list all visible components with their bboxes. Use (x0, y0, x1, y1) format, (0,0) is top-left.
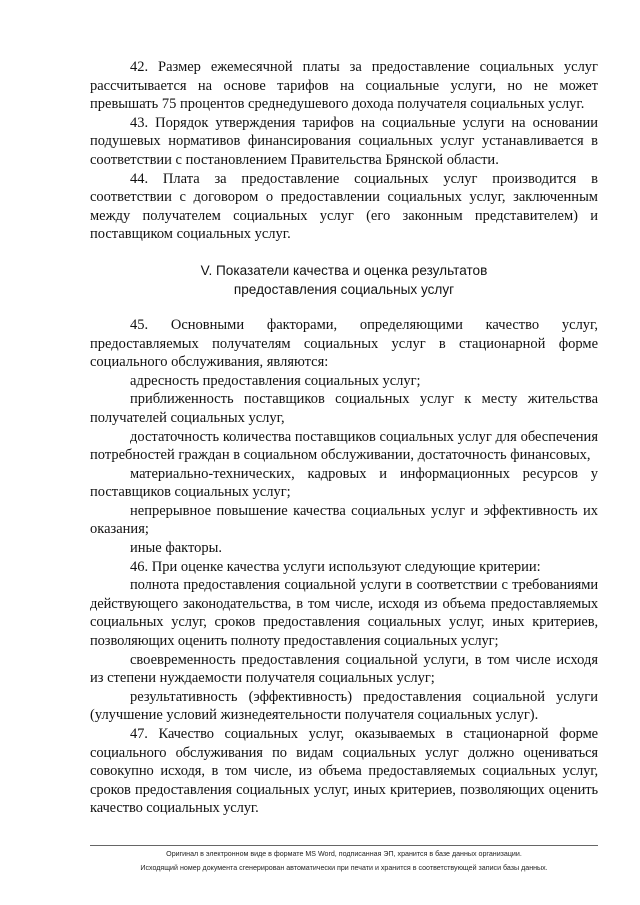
section-heading-line-1: V. Показатели качества и оценка результатов (200, 262, 488, 278)
paragraph-44: 44. Плата за предоставление социальных услуг производится в соответствии с договором о предоставлении социальных услуг, заключенным между получателем социальных услуг (его законным представителем) и поставщиком социальных услуг. (90, 170, 598, 243)
list-item-factor: материально-технических, кадровых и информационных ресурсов у поставщиков социальных услуг; (90, 465, 598, 501)
document-body (90, 58, 598, 818)
list-item-criterion: своевременность предоставления социальной услуги, в том числе исходя из степени нуждаемости получателя социальных услуг; (90, 651, 598, 687)
footer-line-1: Оригинал в электронном виде в формате MS Word, подписанная ЭП, хранится в базе данных организации. (166, 850, 522, 858)
list-item-factor: адресность предоставления социальных услуг; (130, 372, 421, 389)
list-item-criterion: полнота предоставления социальной услуги в соответствии с требованиями действующего законодательства, в том числе, исходя из объема предоставляемых социальных услуг, сроков предоставления социальных услуг, иных критериев, позволяющих оценить полноту предоставления социальных услуг; (90, 577, 598, 650)
list-item-factor: достаточность количества поставщиков социальных услуг для обеспечения потребностей граждан в социальном обслуживании, достаточность финансовых, (90, 428, 598, 464)
paragraph-45: 45. Основными факторами, определяющими качество услуг, предоставляемых получателям социальных услуг в стационарной форме социального обслуживания, являются: (90, 316, 598, 371)
paragraph-43: 43. Порядок утверждения тарифов на социальные услуги на основании подушевых нормативов финансирования социальных услуг устанавливается в соответствии с постановлением Правительства Брянской области. (90, 114, 598, 168)
list-item-factor: иные факторы. (130, 540, 223, 557)
document-footer (60, 848, 628, 875)
list-item-factor: непрерывное повышение качества социальных услуг и эффективность их оказания; (90, 502, 598, 538)
paragraph-42: 42. Размер ежемесячной платы за предоставление социальных услуг рассчитывается на основе тарифов на социальные услуги, но не может превышать 75 процентов среднедушевого дохода получателя социальных услуг. (90, 59, 598, 113)
list-item-criterion: результативность (эффективность) предоставления социальной услуги (улучшение условий жизнедеятельности получателя социальных услуг). (90, 688, 598, 724)
paragraph-47: 47. Качество социальных услуг, оказываемых в стационарной форме социального обслуживания по видам социальных услуг должно оцениваться совокупно исходя, в том числе, из объема предоставляемых социальных услуг, сроков предоставления социальных услуг, иных критериев, позволяющих оценить качество социальных услуг. (90, 726, 598, 817)
footer-line-2: Исходящий номер документа сгенерирован автоматически при печати и хранится в соответствующей записи базы данных. (140, 863, 548, 872)
footer-divider (90, 845, 598, 846)
section-heading-line-2: предоставления социальных услуг (233, 282, 455, 298)
list-item-factor: приближенность поставщиков социальных услуг к месту жительства получателей социальных услуг, (90, 391, 598, 426)
paragraph-46: 46. При оценке качества услуги используют следующие критерии: (130, 558, 541, 575)
section-heading (90, 261, 598, 300)
